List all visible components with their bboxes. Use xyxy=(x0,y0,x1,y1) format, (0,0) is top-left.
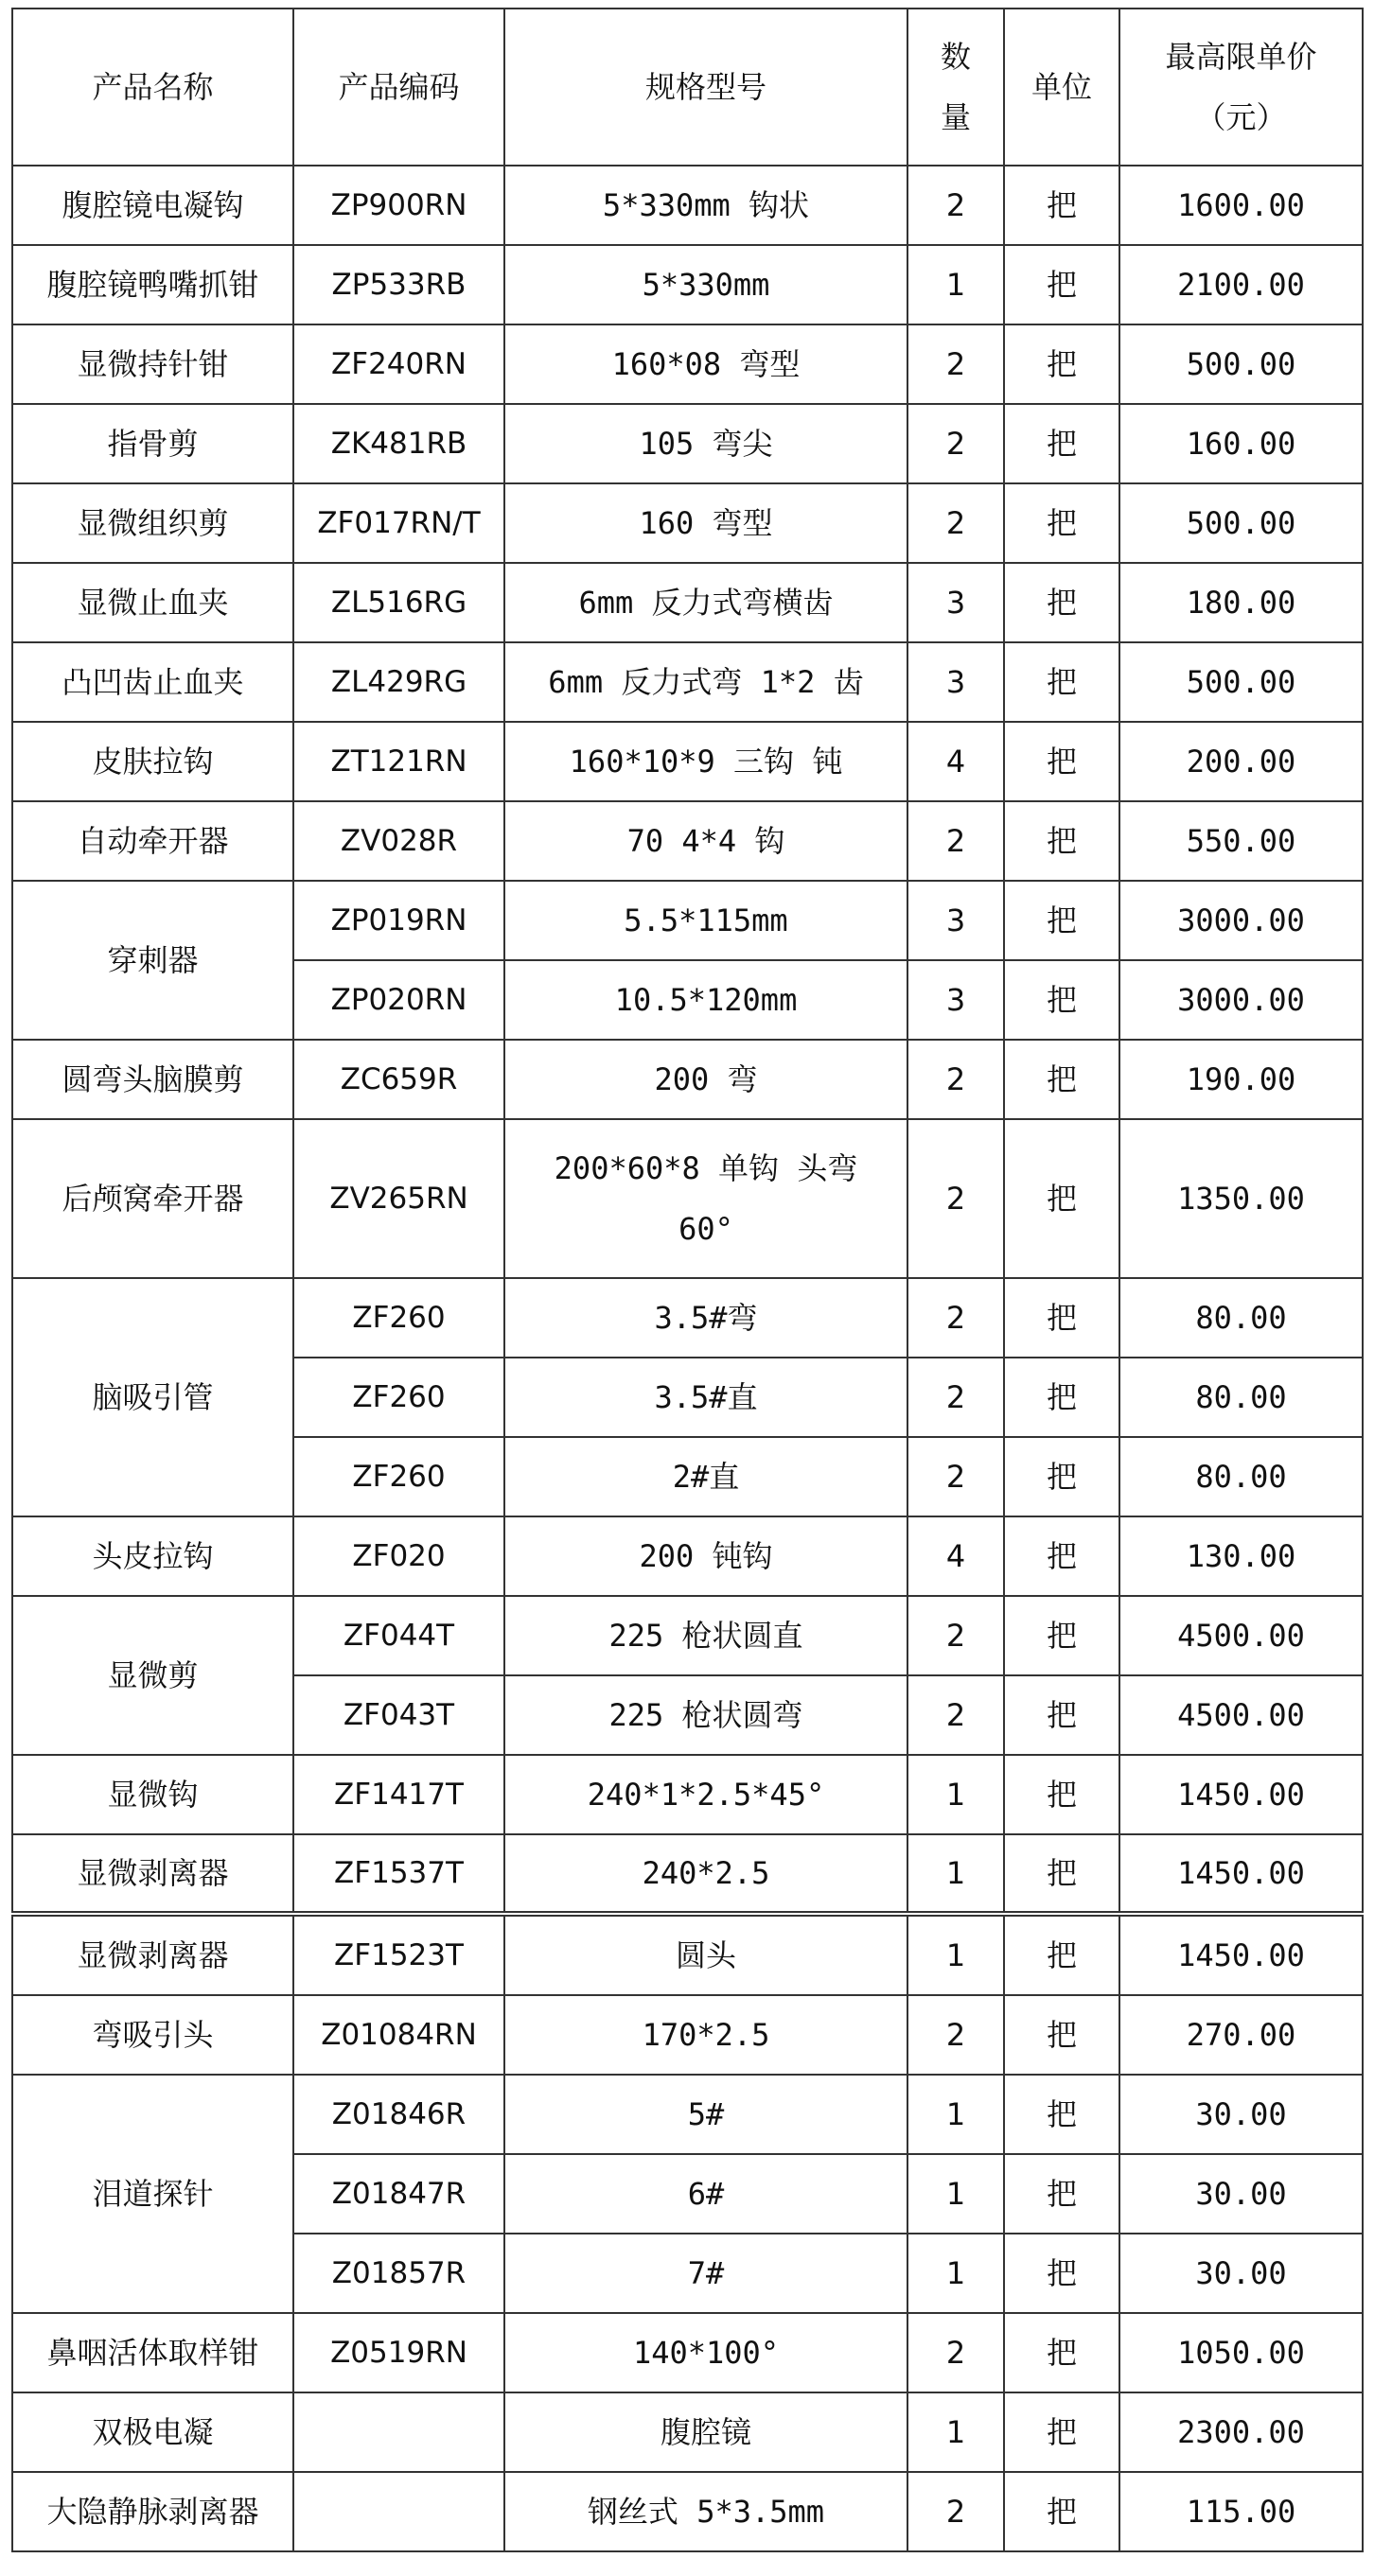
cell-qty: 1 xyxy=(907,2392,1004,2472)
cell-spec: 5# xyxy=(504,2075,907,2154)
cell-unit: 把 xyxy=(1004,324,1119,404)
cell-name: 自动牵开器 xyxy=(12,801,293,881)
cell-qty: 2 xyxy=(907,1437,1004,1516)
cell-code: ZL429RG xyxy=(293,642,504,722)
document-page xyxy=(11,8,1362,2552)
cell-spec: 225 枪状圆弯 xyxy=(504,1675,907,1755)
table-row xyxy=(12,483,1363,563)
cell-qty: 2 xyxy=(907,1040,1004,1119)
header-quantity xyxy=(907,9,1004,166)
cell-code: Z01084RN xyxy=(293,1995,504,2075)
cell-name: 泪道探针 xyxy=(12,2075,293,2313)
cell-code xyxy=(293,2472,504,2551)
cell-price: 500.00 xyxy=(1119,324,1363,404)
table-row xyxy=(12,1755,1363,1834)
cell-name: 大隐静脉剥离器 xyxy=(12,2472,293,2551)
table-row xyxy=(12,2392,1363,2472)
cell-spec: 140*100° xyxy=(504,2313,907,2392)
table-row xyxy=(12,1596,1363,1675)
cell-unit: 把 xyxy=(1004,1278,1119,1358)
cell-code: ZF1417T xyxy=(293,1755,504,1834)
cell-qty: 4 xyxy=(907,722,1004,801)
cell-qty: 2 xyxy=(907,1596,1004,1675)
cell-qty: 2 xyxy=(907,404,1004,483)
cell-name: 腹腔镜鸭嘴抓钳 xyxy=(12,245,293,324)
table-row xyxy=(12,324,1363,404)
cell-price: 80.00 xyxy=(1119,1358,1363,1437)
cell-qty: 1 xyxy=(907,1755,1004,1834)
cell-code: ZF1537T xyxy=(293,1834,504,1914)
table-row xyxy=(12,2075,1363,2154)
cell-qty: 2 xyxy=(907,1995,1004,2075)
cell-spec: 5.5*115mm xyxy=(504,881,907,960)
cell-code: ZF1523T xyxy=(293,1914,504,1995)
cell-spec xyxy=(504,1119,907,1278)
cell-qty: 1 xyxy=(907,245,1004,324)
cell-name: 皮肤拉钩 xyxy=(12,722,293,801)
header-quantity-line2: 量 xyxy=(940,99,971,135)
cell-unit: 把 xyxy=(1004,1437,1119,1516)
cell-name: 显微止血夹 xyxy=(12,563,293,642)
cell-qty: 1 xyxy=(907,1834,1004,1914)
table-row xyxy=(12,801,1363,881)
cell-unit: 把 xyxy=(1004,1914,1119,1995)
cell-qty: 2 xyxy=(907,483,1004,563)
cell-code: ZF017RN/T xyxy=(293,483,504,563)
cell-code: ZF260 xyxy=(293,1437,504,1516)
table-row xyxy=(12,166,1363,245)
cell-code: ZP533RB xyxy=(293,245,504,324)
table-row xyxy=(12,722,1363,801)
cell-price: 500.00 xyxy=(1119,483,1363,563)
header-product-name: 产品名称 xyxy=(12,9,293,166)
table-row xyxy=(12,1995,1363,2075)
cell-code: ZV265RN xyxy=(293,1119,504,1278)
cell-qty: 2 xyxy=(907,1119,1004,1278)
cell-name: 显微组织剪 xyxy=(12,483,293,563)
cell-qty: 2 xyxy=(907,166,1004,245)
cell-unit: 把 xyxy=(1004,1755,1119,1834)
cell-qty: 3 xyxy=(907,563,1004,642)
cell-name: 弯吸引头 xyxy=(12,1995,293,2075)
cell-price: 1050.00 xyxy=(1119,2313,1363,2392)
cell-qty: 3 xyxy=(907,960,1004,1040)
cell-unit: 把 xyxy=(1004,2154,1119,2234)
cell-code: ZF043T xyxy=(293,1675,504,1755)
cell-spec: 225 枪状圆直 xyxy=(504,1596,907,1675)
cell-price: 1450.00 xyxy=(1119,1834,1363,1914)
cell-name: 后颅窝牵开器 xyxy=(12,1119,293,1278)
cell-spec: 240*2.5 xyxy=(504,1834,907,1914)
cell-name: 显微剪 xyxy=(12,1596,293,1755)
cell-unit: 把 xyxy=(1004,960,1119,1040)
cell-unit: 把 xyxy=(1004,1040,1119,1119)
cell-spec: 5*330mm 钩状 xyxy=(504,166,907,245)
cell-qty: 2 xyxy=(907,1358,1004,1437)
cell-qty: 2 xyxy=(907,324,1004,404)
cell-qty: 4 xyxy=(907,1516,1004,1596)
table-row xyxy=(12,1278,1363,1358)
cell-code: ZP900RN xyxy=(293,166,504,245)
cell-price: 3000.00 xyxy=(1119,960,1363,1040)
cell-spec: 7# xyxy=(504,2234,907,2313)
header-product-code: 产品编码 xyxy=(293,9,504,166)
cell-code: ZF044T xyxy=(293,1596,504,1675)
cell-code: ZP020RN xyxy=(293,960,504,1040)
cell-qty: 2 xyxy=(907,801,1004,881)
cell-qty: 1 xyxy=(907,2234,1004,2313)
cell-code: ZF260 xyxy=(293,1358,504,1437)
table-row xyxy=(12,1914,1363,1995)
cell-price: 130.00 xyxy=(1119,1516,1363,1596)
cell-name: 圆弯头脑膜剪 xyxy=(12,1040,293,1119)
table-row xyxy=(12,2313,1363,2392)
cell-price: 2100.00 xyxy=(1119,245,1363,324)
header-max-unit-price xyxy=(1119,9,1363,166)
cell-spec: 200 钝钩 xyxy=(504,1516,907,1596)
cell-spec: 钢丝式 5*3.5mm xyxy=(504,2472,907,2551)
cell-name: 腹腔镜电凝钩 xyxy=(12,166,293,245)
cell-name: 穿刺器 xyxy=(12,881,293,1040)
cell-spec: 160 弯型 xyxy=(504,483,907,563)
cell-spec: 3.5#直 xyxy=(504,1358,907,1437)
cell-price: 1450.00 xyxy=(1119,1914,1363,1995)
cell-qty: 1 xyxy=(907,1914,1004,1995)
cell-unit: 把 xyxy=(1004,881,1119,960)
cell-spec: 240*1*2.5*45° xyxy=(504,1755,907,1834)
cell-unit: 把 xyxy=(1004,2313,1119,2392)
cell-price: 190.00 xyxy=(1119,1040,1363,1119)
cell-code: ZF020 xyxy=(293,1516,504,1596)
cell-price: 1450.00 xyxy=(1119,1755,1363,1834)
cell-unit: 把 xyxy=(1004,1675,1119,1755)
table-row xyxy=(12,2472,1363,2551)
cell-spec: 圆头 xyxy=(504,1914,907,1995)
cell-qty: 1 xyxy=(907,2075,1004,2154)
product-price-table xyxy=(11,8,1364,2552)
cell-code: ZV028R xyxy=(293,801,504,881)
cell-unit: 把 xyxy=(1004,2392,1119,2472)
cell-unit: 把 xyxy=(1004,2472,1119,2551)
cell-code: ZL516RG xyxy=(293,563,504,642)
cell-code: Z01857R xyxy=(293,2234,504,2313)
cell-unit: 把 xyxy=(1004,642,1119,722)
cell-unit: 把 xyxy=(1004,166,1119,245)
cell-unit: 把 xyxy=(1004,722,1119,801)
table-row xyxy=(12,1040,1363,1119)
table-row xyxy=(12,245,1363,324)
cell-price: 160.00 xyxy=(1119,404,1363,483)
cell-code: Z01847R xyxy=(293,2154,504,2234)
cell-spec-line1: 200*60*8 单钩 头弯 xyxy=(554,1150,858,1186)
header-unit: 单位 xyxy=(1004,9,1119,166)
table-row xyxy=(12,881,1363,960)
cell-code: Z01846R xyxy=(293,2075,504,2154)
cell-code: ZF260 xyxy=(293,1278,504,1358)
cell-price: 1600.00 xyxy=(1119,166,1363,245)
cell-price: 30.00 xyxy=(1119,2075,1363,2154)
cell-price: 4500.00 xyxy=(1119,1675,1363,1755)
cell-unit: 把 xyxy=(1004,2234,1119,2313)
cell-unit: 把 xyxy=(1004,404,1119,483)
cell-spec: 3.5#弯 xyxy=(504,1278,907,1358)
cell-name: 显微持针钳 xyxy=(12,324,293,404)
cell-code: Z0519RN xyxy=(293,2313,504,2392)
cell-unit: 把 xyxy=(1004,1119,1119,1278)
table-row xyxy=(12,642,1363,722)
cell-qty: 1 xyxy=(907,2154,1004,2234)
cell-unit: 把 xyxy=(1004,483,1119,563)
cell-qty: 2 xyxy=(907,1675,1004,1755)
header-price-line1: 最高限单价 xyxy=(1165,39,1317,75)
cell-price: 4500.00 xyxy=(1119,1596,1363,1675)
table-row xyxy=(12,404,1363,483)
cell-unit: 把 xyxy=(1004,1834,1119,1914)
cell-price: 200.00 xyxy=(1119,722,1363,801)
cell-price: 30.00 xyxy=(1119,2234,1363,2313)
table-header-row xyxy=(12,9,1363,166)
cell-qty: 2 xyxy=(907,1278,1004,1358)
cell-unit: 把 xyxy=(1004,1516,1119,1596)
cell-code xyxy=(293,2392,504,2472)
cell-name: 脑吸引管 xyxy=(12,1278,293,1516)
cell-unit: 把 xyxy=(1004,1596,1119,1675)
cell-price: 2300.00 xyxy=(1119,2392,1363,2472)
cell-name: 显微剥离器 xyxy=(12,1914,293,1995)
cell-spec: 105 弯尖 xyxy=(504,404,907,483)
cell-price: 180.00 xyxy=(1119,563,1363,642)
cell-unit: 把 xyxy=(1004,1358,1119,1437)
cell-price: 550.00 xyxy=(1119,801,1363,881)
cell-name: 指骨剪 xyxy=(12,404,293,483)
cell-unit: 把 xyxy=(1004,563,1119,642)
table-row xyxy=(12,1516,1363,1596)
cell-name: 鼻咽活体取样钳 xyxy=(12,2313,293,2392)
cell-name: 头皮拉钩 xyxy=(12,1516,293,1596)
cell-qty: 3 xyxy=(907,881,1004,960)
cell-unit: 把 xyxy=(1004,245,1119,324)
cell-spec: 160*08 弯型 xyxy=(504,324,907,404)
cell-spec: 2#直 xyxy=(504,1437,907,1516)
header-price-line2: （元） xyxy=(1195,99,1287,135)
cell-spec: 10.5*120mm xyxy=(504,960,907,1040)
cell-price: 270.00 xyxy=(1119,1995,1363,2075)
cell-price: 1350.00 xyxy=(1119,1119,1363,1278)
cell-code: ZK481RB xyxy=(293,404,504,483)
cell-price: 80.00 xyxy=(1119,1437,1363,1516)
cell-spec: 170*2.5 xyxy=(504,1995,907,2075)
cell-unit: 把 xyxy=(1004,1995,1119,2075)
cell-code: ZF240RN xyxy=(293,324,504,404)
cell-spec: 160*10*9 三钩 钝 xyxy=(504,722,907,801)
cell-code: ZP019RN xyxy=(293,881,504,960)
cell-qty: 2 xyxy=(907,2472,1004,2551)
header-quantity-line1: 数 xyxy=(940,39,971,75)
cell-price: 30.00 xyxy=(1119,2154,1363,2234)
cell-spec-line2: 60° xyxy=(678,1211,733,1247)
cell-name: 显微剥离器 xyxy=(12,1834,293,1914)
cell-name: 双极电凝 xyxy=(12,2392,293,2472)
cell-code: ZC659R xyxy=(293,1040,504,1119)
cell-price: 3000.00 xyxy=(1119,881,1363,960)
cell-spec: 200 弯 xyxy=(504,1040,907,1119)
cell-name: 凸凹齿止血夹 xyxy=(12,642,293,722)
cell-spec: 6# xyxy=(504,2154,907,2234)
table-row xyxy=(12,563,1363,642)
header-spec-model: 规格型号 xyxy=(504,9,907,166)
table-row xyxy=(12,1834,1363,1914)
cell-spec: 6mm 反力式弯 1*2 齿 xyxy=(504,642,907,722)
cell-name: 显微钩 xyxy=(12,1755,293,1834)
cell-spec: 5*330mm xyxy=(504,245,907,324)
table-row xyxy=(12,1119,1363,1278)
cell-qty: 2 xyxy=(907,2313,1004,2392)
cell-spec: 6mm 反力式弯横齿 xyxy=(504,563,907,642)
cell-price: 80.00 xyxy=(1119,1278,1363,1358)
cell-code: ZT121RN xyxy=(293,722,504,801)
cell-qty: 3 xyxy=(907,642,1004,722)
cell-unit: 把 xyxy=(1004,801,1119,881)
cell-price: 500.00 xyxy=(1119,642,1363,722)
cell-spec: 腹腔镜 xyxy=(504,2392,907,2472)
cell-unit: 把 xyxy=(1004,2075,1119,2154)
cell-price: 115.00 xyxy=(1119,2472,1363,2551)
cell-spec: 70 4*4 钩 xyxy=(504,801,907,881)
